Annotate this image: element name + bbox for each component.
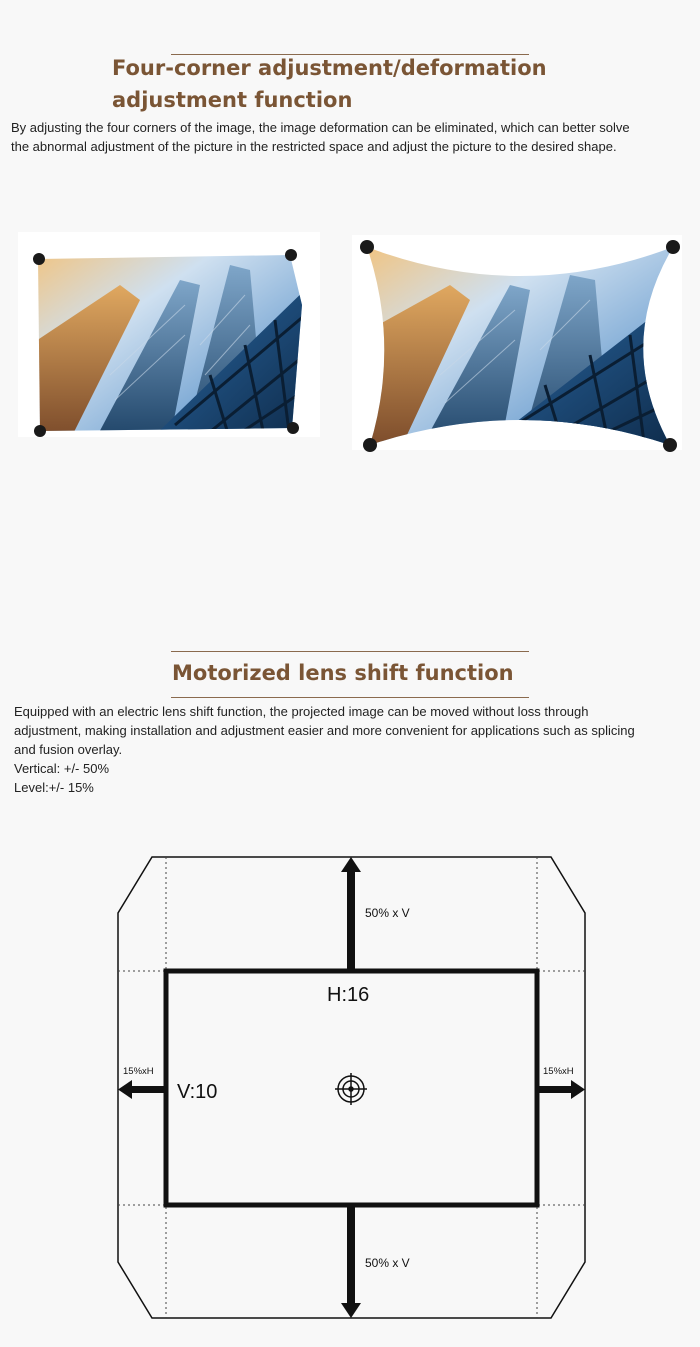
section1-description-line2: the abnormal adjustment of the picture in the restricted space and adjust the picture to the desired shape. <box>11 139 617 154</box>
corner-handle-top-left[interactable] <box>33 253 45 265</box>
corner-handle-bottom-left[interactable] <box>363 438 377 452</box>
crosshair-icon <box>335 1073 367 1105</box>
vertical-spec: Vertical: +/- 50% <box>14 761 110 776</box>
arrow-left <box>118 1080 166 1099</box>
level-spec: Level:+/- 15% <box>14 780 94 795</box>
arrow-right <box>537 1080 585 1099</box>
height-label: V:10 <box>177 1081 218 1103</box>
width-label: H:16 <box>327 984 370 1006</box>
section2-bottom-rule <box>171 697 529 698</box>
corner-handle-bottom-left[interactable] <box>34 425 46 437</box>
arrow-up <box>341 857 361 971</box>
bottom-shift-label: 50% x V <box>365 1256 410 1270</box>
left-shift-label: 15%xH <box>123 1066 154 1077</box>
keystone-images <box>0 225 700 465</box>
section2-top-rule <box>171 651 529 652</box>
section2-title: Motorized lens shift function <box>172 661 514 685</box>
section1-description-line1: By adjusting the four corners of the image, the image deformation can be eliminated, which can better solve <box>11 120 630 135</box>
corner-handle-bottom-right[interactable] <box>663 438 677 452</box>
section2-description <box>14 702 694 797</box>
lens-shift-diagram <box>0 840 700 1330</box>
arrow-down <box>341 1205 361 1318</box>
top-shift-label: 50% x V <box>365 906 410 920</box>
corner-handle-top-right[interactable] <box>666 240 680 254</box>
section1-title-line1: Four-corner adjustment/deformation <box>112 56 547 80</box>
section2-description-line2: adjustment, making installation and adjustment easier and more convenient for applications such as splicing <box>14 723 635 738</box>
section1-title-line2: adjustment function <box>112 88 353 112</box>
right-shift-label: 15%xH <box>543 1066 574 1077</box>
section1-description <box>11 118 696 156</box>
section2-description-line1: Equipped with an electric lens shift function, the projected image can be moved without loss through <box>14 704 589 719</box>
left-building-photo <box>30 245 310 440</box>
section1-title <box>112 52 547 116</box>
corner-handle-top-left[interactable] <box>360 240 374 254</box>
corner-handle-top-right[interactable] <box>285 249 297 261</box>
section2-description-line3: and fusion overlay. <box>14 742 123 757</box>
corner-handle-bottom-right[interactable] <box>287 422 299 434</box>
